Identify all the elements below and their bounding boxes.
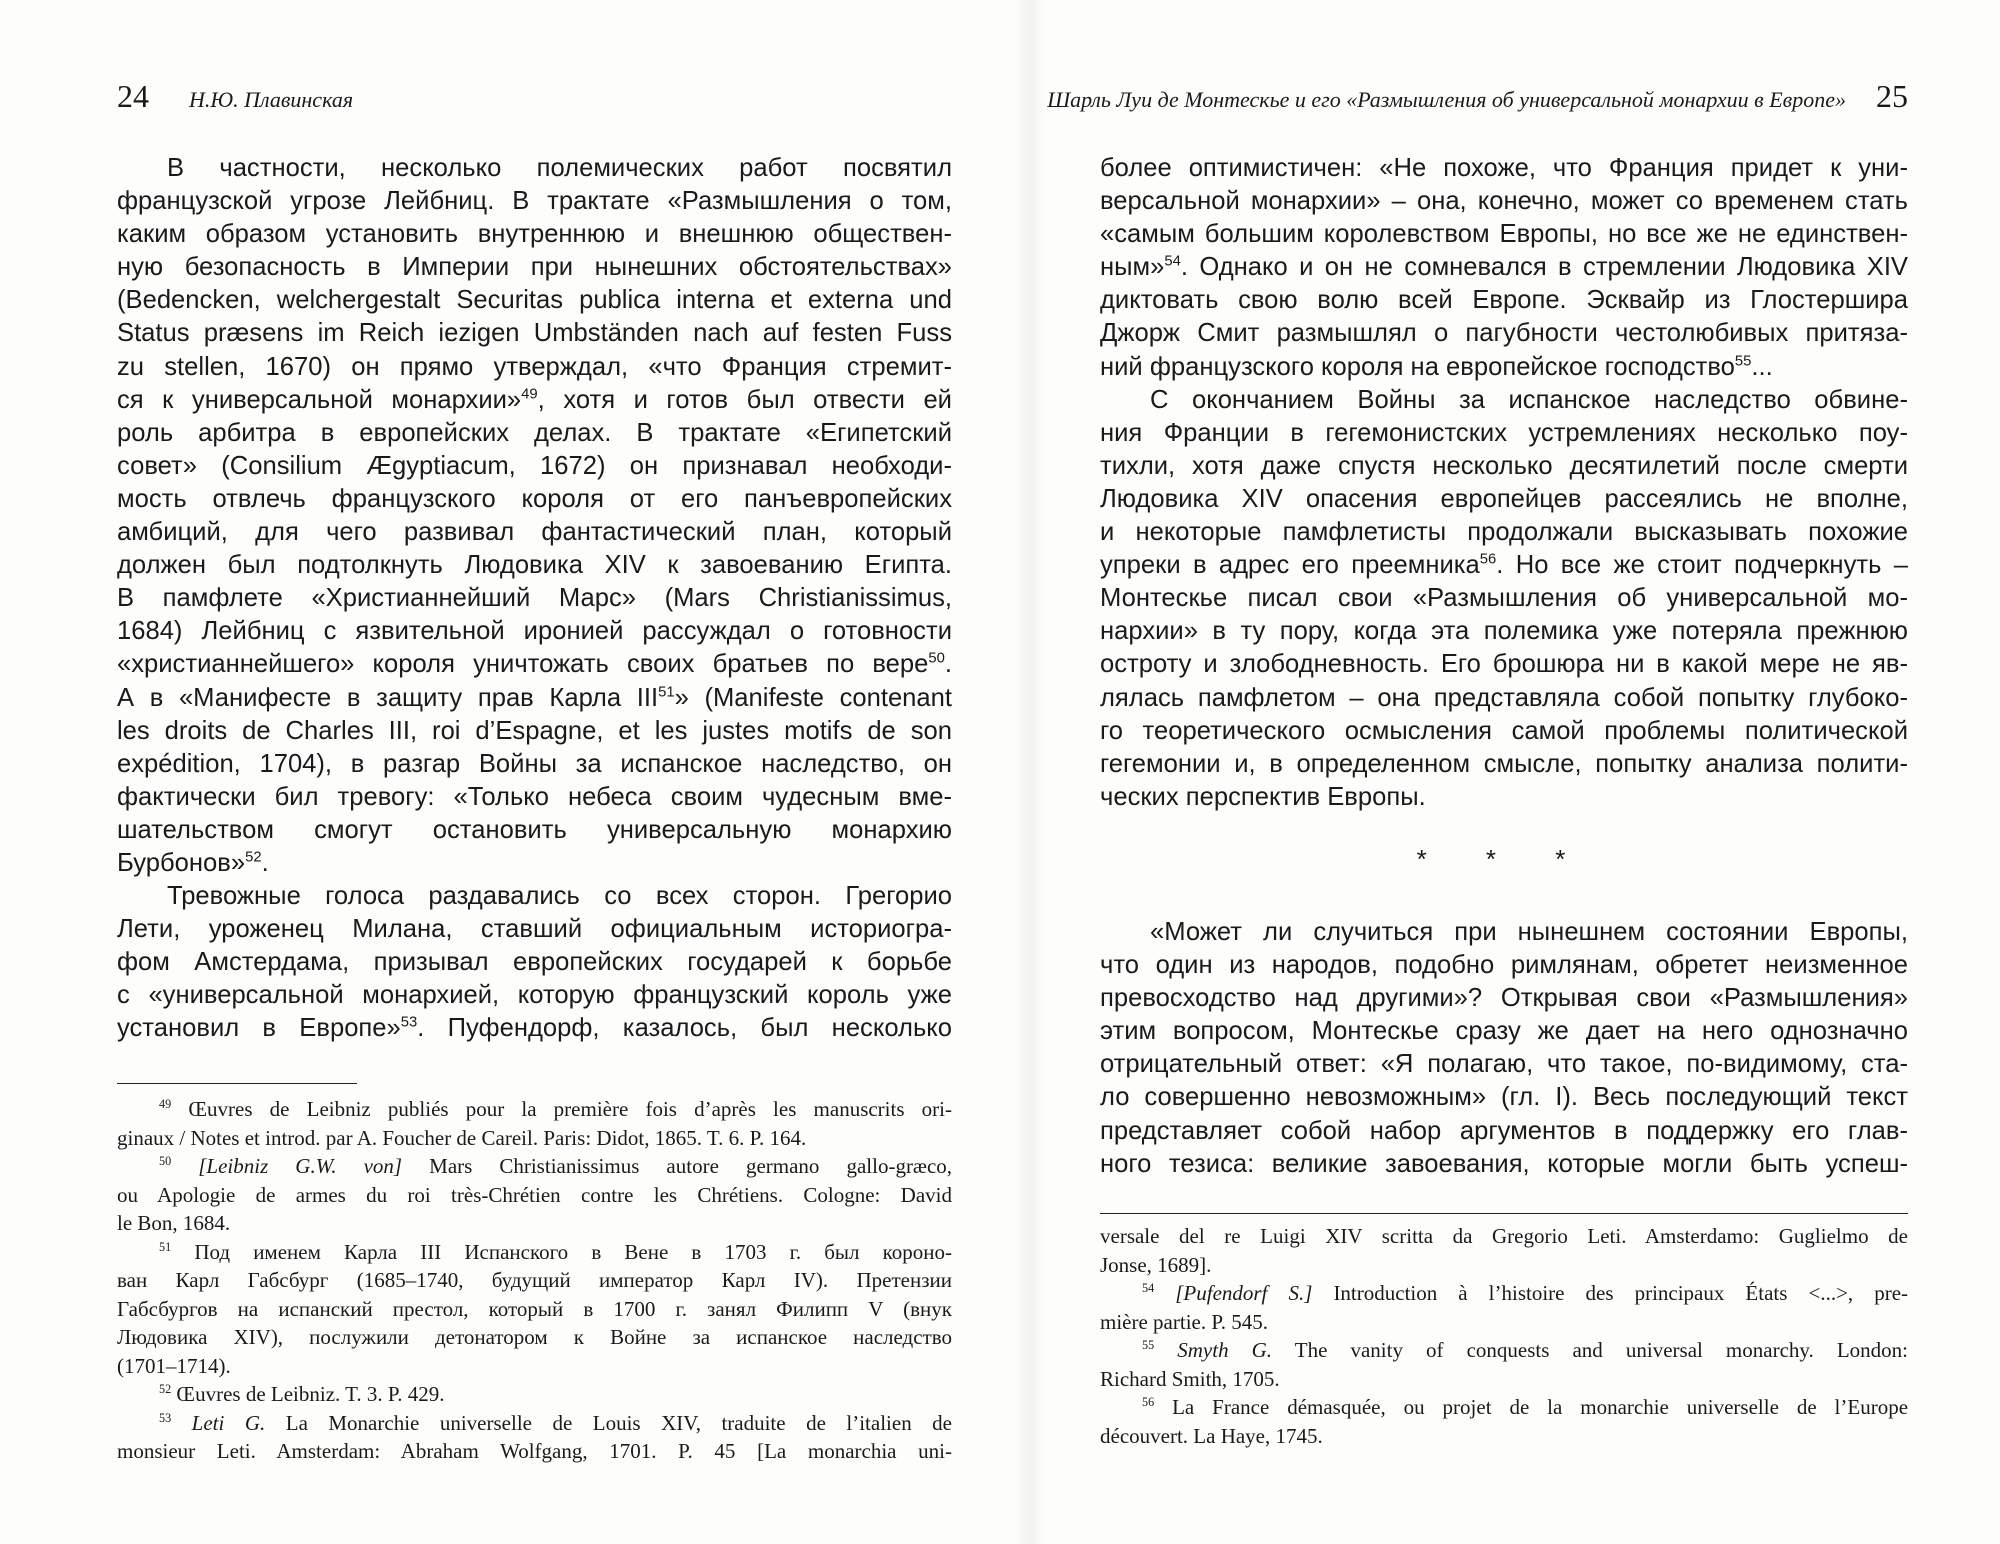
left-page-number: 24 (117, 78, 149, 114)
text-line: отрицательный ответ: «Я полагаю, что такое, по-видимому, ста- (1100, 1050, 1908, 1079)
text-line: нархии» в ту пору, когда эта полемика уже потеряла прежнюю (1100, 617, 1908, 646)
footnote-mark: 54 (1142, 1281, 1155, 1296)
text-line: более оптимистичен: «Не похоже, что Франция придет к уни- (1100, 154, 1908, 182)
text-line: «самым большим королевством Европы, но все же не единствен- (1100, 220, 1908, 249)
right-page-number: 25 (1876, 78, 1908, 114)
text-line: Габсбургов на испанский престол, который в 1700 г. занял Филипп V (внук (117, 1296, 952, 1321)
text-segment: » (Manifeste contenant (674, 683, 952, 712)
text-line: Лети, уроженец Милана, ставший официальным историогра- (117, 915, 952, 944)
text-segment: Introduction à l’histoire des principaux États <...>, pre- (1333, 1281, 1909, 1305)
text-segment: ний французского короля на европейское господство (1100, 352, 1735, 381)
right-body-text-2 (1100, 916, 1908, 1181)
text-line: ся к универсальной монархии»$^{49}$, хотя и готов был отвести ей (117, 385, 952, 414)
footnote-53 (117, 1409, 952, 1466)
text-segment: La France démasquée, ou projet de la monarchie universelle de l’Europe (1172, 1395, 1909, 1419)
text-line: фом Амстердама, призывал европейских государей к борьбе (117, 948, 952, 977)
author-name: [Pufendorf S.] (1175, 1281, 1313, 1305)
text-line: В частности, несколько полемических работ посвятил (167, 154, 952, 182)
footnote-ref-49: 49 (521, 386, 538, 403)
text-line: совет» (Consilium Ægyptiacum, 1672) он признавал необходи- (117, 451, 952, 480)
text-line: Richard Smith, 1705. (1100, 1366, 1280, 1391)
author-name: Smyth G. (1177, 1338, 1273, 1362)
text-line: mière partie. P. 545. (1100, 1309, 1268, 1334)
text-line: Монтескье писал свои «Размышления об универсальной мо- (1100, 584, 1908, 613)
text-segment: ся к универсальной монархии» (117, 385, 522, 414)
right-paragraph-2 (1100, 384, 1908, 814)
text-line (1100, 351, 1908, 384)
text-line: роль арбитра в европейских делах. В трактате «Египетский (117, 418, 952, 447)
right-running-head: Шарль Луи де Монтескье и его «Размышления об универсальной монархии в Европе» (1047, 87, 1846, 112)
footnote-51 (117, 1238, 952, 1381)
text-line: (1701–1714). (117, 1353, 231, 1378)
text-line: (Bedencken, welchergestalt Securitas publica interna et externa und (117, 286, 952, 315)
right-page-header (1047, 78, 1908, 122)
text-line: ческих перспектив Европы. (1100, 782, 1426, 811)
footnote-ref-51: 51 (658, 683, 675, 700)
text-segment: ... (1751, 352, 1773, 381)
text-line: представляет собой набор аргументов в поддержку его глав- (1100, 1116, 1908, 1145)
text-line (117, 1095, 952, 1124)
text-line: ным»$^{54}$. Однако и он не сомневался в стремлении Людовика XIV (1100, 253, 1908, 282)
text-segment: Mars Christianissimus autore germano gallo-græco, (429, 1154, 953, 1178)
text-line: monsieur Leti. Amsterdam: Abraham Wolfgang, 1701. P. 45 [La monarchia uni- (117, 1439, 952, 1463)
text-line: го теоретического осмысления самой проблемы политической (1100, 716, 1908, 745)
text-line (1100, 1393, 1908, 1422)
text-line: Джорж Смит размышлял о пагубности честолюбивых притяза- (1100, 319, 1908, 348)
text-segment: «христианнейшего» короля уничтожать своих братьев по вере (117, 650, 929, 679)
text-segment: хотя и готов был отвести ей (563, 385, 952, 414)
text-line: упреки в адрес его преемника$^{56}$. Но все же стоит подчеркнуть – (1100, 551, 1908, 580)
footnote-ref-52: 52 (245, 849, 262, 866)
text-line: Людовика XIV опасения европейцев рассеялись не вполне, (1100, 484, 1908, 513)
text-line: ния Франции в гегемонистских устремлениях несколько поу- (1100, 418, 1908, 447)
footnote-mark: 53 (159, 1410, 172, 1425)
text-segment: упреки в адрес его преемника (1100, 551, 1480, 580)
footnote-ref-54: 54 (1164, 253, 1181, 270)
text-line: zu stellen, 1670) он прямо утверждал, «что Франция стремит- (117, 352, 952, 381)
text-line: Status præsens im Reich iezigen Umbständen nach auf festen Fuss (117, 319, 952, 348)
text-line: версальной монархии» – она, конечно, может со временем стать (1100, 187, 1908, 216)
text-segment: Однако и он не сомневался в стремлении Людовика XIV (1199, 253, 1908, 282)
left-paragraph-2 (117, 880, 952, 1045)
text-segment: ным» (1100, 253, 1165, 282)
footnote-56 (1100, 1393, 1908, 1450)
text-line: ou Apologie de armes du roi très-Chrétien contre les Chrétiens. Cologne: David (117, 1182, 952, 1207)
text-line: диктовать свою волю всей Европе. Эсквайр из Глостершира (1100, 286, 1908, 315)
text-line: мость отвлечь французского короля от его панъевропейских (117, 484, 952, 513)
author-name: [Leibniz G.W. von] (198, 1154, 403, 1178)
left-footnote-rule (117, 1083, 357, 1084)
left-body-text (117, 152, 952, 1046)
text-line (117, 1152, 952, 1181)
text-line (117, 1409, 952, 1438)
text-line: ло совершенно невозможным» (гл. I). Весь последующий текст (1100, 1083, 1908, 1112)
text-line: шательством смогут остановить универсальную монархию (117, 815, 952, 844)
text-line (1100, 1279, 1908, 1308)
footnote-54 (1100, 1279, 1908, 1336)
text-line: гегемонии и, в определенном смысле, попытку анализа полити- (1100, 749, 1908, 778)
text-line (117, 682, 952, 715)
book-gutter (1015, 0, 1045, 1544)
text-line: и некоторые памфлетисты продолжали высказывать похожие (1100, 518, 1908, 547)
author-name: Leti G. (191, 1410, 266, 1435)
text-segment: установил в Европе» (117, 1014, 401, 1043)
section-separator: * * * (1416, 844, 1592, 874)
right-paragraph-1 (1100, 152, 1908, 384)
text-line: С окончанием Войны за испанское наследство обвине- (1150, 385, 1908, 414)
text-line: Тревожные голоса раздавались со всех сторон. Грегорио (167, 882, 952, 911)
text-line (117, 1380, 952, 1409)
text-line: тихли, хотя даже спустя несколько десятилетий после смерти (1100, 451, 1908, 480)
left-page (117, 0, 952, 1544)
footnote-ref-55: 55 (1734, 352, 1752, 369)
footnote-ref-56: 56 (1479, 551, 1497, 568)
text-line: каким образом установить внутреннюю и внешнюю обществен- (117, 220, 952, 249)
text-segment: Œuvres de Leibniz. T. 3. P. 429. (176, 1382, 445, 1406)
text-line: les droits de Charles III, roi d’Espagne, et les justes motifs de son (117, 716, 952, 745)
footnote-mark: 52 (159, 1382, 172, 1397)
footnote-ref-50: 50 (928, 650, 945, 667)
footnote-52 (117, 1380, 952, 1409)
text-line: этим вопросом, Монтескье сразу же дает на него однозначно (1100, 1017, 1908, 1046)
left-footnotes (117, 1095, 952, 1466)
text-line: фактически бил тревогу: «Только небеса своим чудесным вме- (117, 782, 952, 811)
text-line: ginaux / Notes et introd. par A. Foucher de Careil. Paris: Didot, 1865. T. 6. P. 164. (117, 1125, 807, 1150)
right-paragraph-3 (1100, 916, 1908, 1181)
footnote-49 (117, 1095, 952, 1152)
left-page-header (117, 78, 952, 122)
text-line: что один из народов, подобно римлянам, обретет неизменное (1100, 951, 1908, 980)
footnote-55 (1100, 1336, 1908, 1393)
text-line: ван Карл Габсбург (1685–1740, будущий император Карл IV). Претензии (117, 1268, 952, 1292)
text-line: «христианнейшего» короля уничтожать своих братьев по вере$^{50}$. (117, 650, 952, 679)
text-line: Людовика XIV), послужили детонатором к Войне за испанское наследство (117, 1325, 952, 1349)
text-segment: А в «Манифесте в защиту прав Карла III (117, 683, 659, 712)
text-line: 1684) Лейбниц с язвительной иронией рассуждал о готовности (117, 617, 952, 646)
footnote-50 (117, 1152, 952, 1238)
text-line (117, 1238, 952, 1267)
text-line: превосходство над другими»? Открывая свои «Размышления» (1100, 984, 1908, 1013)
right-body-text (1100, 152, 1908, 814)
text-line: В памфлете «Христианнейший Марс» (Mars Christianissimus, (117, 584, 952, 613)
text-line: ную безопасность в Империи при нынешних обстоятельствах» (117, 253, 952, 282)
footnote-mark: 55 (1142, 1338, 1155, 1353)
right-footnote-rule (1100, 1213, 1908, 1214)
text-line: остроту и злободневность. Его брошюра ни в какой мере не яв- (1100, 650, 1908, 679)
text-line: Jonse, 1689]. (1100, 1252, 1212, 1277)
text-line: «Может ли случиться при нынешнем состоянии Европы, (1150, 918, 1908, 946)
text-line: le Bon, 1684. (117, 1211, 231, 1235)
text-line: ного тезиса: великие завоевания, которые могли быть успеш- (1100, 1149, 1908, 1178)
text-segment: La Monarchie universelle de Louis XIV, traduite de l’italien de (285, 1410, 953, 1435)
text-segment: Œuvres de Leibniz publiés pour la première fois d’après les manuscrits ori- (188, 1097, 952, 1121)
text-line: должен был подтолкнуть Людовика XIV к завоеванию Египта. (117, 551, 952, 580)
text-line (1100, 1336, 1908, 1365)
footnote-mark: 56 (1142, 1395, 1155, 1410)
text-segment: Бурбонов» (117, 848, 246, 877)
text-line: французской угрозе Лейбниц. В трактате «Размышления о том, (117, 187, 952, 216)
footnote-mark: 49 (159, 1097, 172, 1112)
text-segment: Но все же стоит подчеркнуть – (1515, 551, 1908, 580)
text-line: versale del re Luigi XIV scritta da Gregorio Leti. Amsterdamo: Guglielmo de (1100, 1224, 1908, 1248)
text-line: с «универсальной монархией, которую французский король уже (117, 981, 952, 1010)
text-segment: The vanity of conquests and universal monarchy. London: (1294, 1338, 1909, 1362)
text-line: амбиций, для чего развивал фантастический план, который (117, 518, 952, 547)
text-line: expédition, 1704), в разгар Войны за испанское наследство, он (117, 749, 952, 778)
text-line: установил в Европе»$^{53}$. Пуфендорф, казалось, был несколько (117, 1014, 952, 1043)
text-line: лялась памфлетом – она представляла собой попытку глубоко- (1100, 683, 1908, 712)
footnote-ref-53: 53 (400, 1014, 418, 1031)
right-page (1047, 0, 1909, 1544)
text-line: découvert. La Haye, 1745. (1100, 1423, 1323, 1448)
text-segment: Пуфендорф, казалось, был несколько (447, 1014, 952, 1043)
footnote-53-continued (1100, 1222, 1908, 1279)
left-running-head: Н.Ю. Плавинская (189, 87, 354, 112)
left-paragraph-1 (117, 152, 952, 880)
text-line: Бурбонов»$^{52}$. (117, 848, 269, 877)
right-footnotes (1100, 1222, 1908, 1450)
footnote-mark: 50 (159, 1154, 172, 1169)
text-segment: Под именем Карла III Испанского в Вене в 1703 г. был короно- (194, 1239, 952, 1264)
footnote-mark: 51 (159, 1239, 172, 1254)
